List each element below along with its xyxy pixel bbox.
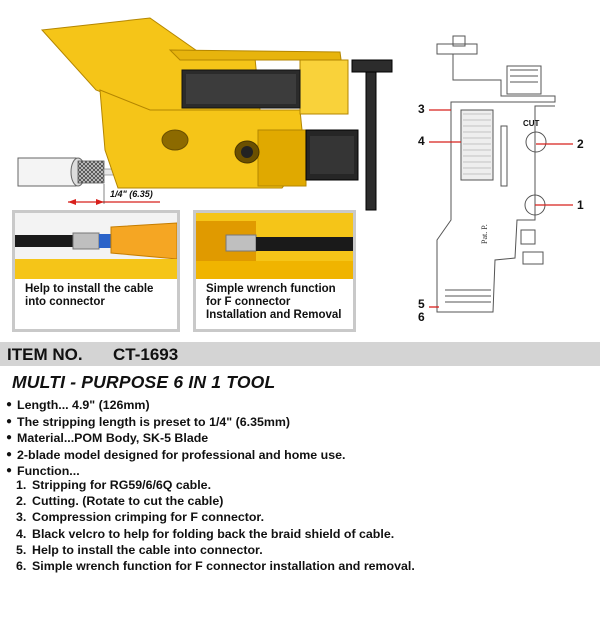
callout-1: 1: [577, 198, 584, 212]
dimension-label: 1/4" (6.35): [110, 189, 153, 199]
spec-item: ● Length... 4.9" (126mm): [6, 398, 150, 412]
spec-list: [6, 397, 426, 480]
function-item: 3. Compression crimping for F connector.: [16, 510, 265, 525]
spec-item: ● The stripping length is preset to 1/4" (6.35mm): [6, 414, 291, 429]
caption-line: for F connector: [206, 296, 291, 308]
callout-2: 2: [577, 137, 584, 151]
function-item: 6. Simple wrench function for F connector installation and removal.: [16, 559, 415, 574]
callout-6: 6: [418, 310, 425, 324]
function-item: 5. Help to install the cable into connector.: [16, 542, 263, 557]
caption-line: Installation and Removal: [206, 309, 342, 321]
item-number-bar: [0, 342, 600, 366]
bullet-icon: ●: [6, 399, 13, 410]
caption-line: Simple wrench function: [206, 283, 336, 295]
install-cable-photo-box: [12, 210, 180, 332]
callout-3: 3: [418, 102, 425, 116]
cable-connector-photo: [15, 213, 177, 279]
spec-item: ● Function...: [6, 464, 80, 479]
spec-item: ● 2-blade model designed for professional and home use.: [6, 447, 346, 462]
function-item: 4. Black velcro to help for folding back the braid shield of cable.: [16, 526, 395, 541]
bullet-icon: ●: [6, 448, 13, 460]
technical-diagram: [405, 30, 600, 330]
caption-line: Help to install the cable: [25, 283, 154, 295]
diagram-cut-label: CUT: [523, 119, 540, 128]
function-item: 2. Cutting. (Rotate to cut the cable): [16, 494, 224, 509]
wrench-function-photo: [196, 213, 353, 279]
product-illustration: [0, 0, 410, 212]
bullet-icon: ●: [6, 465, 13, 477]
product-title: MULTI - PURPOSE 6 IN 1 TOOL: [12, 372, 276, 392]
diagram-pat-label: Pat. P.: [480, 224, 489, 244]
function-list: [16, 477, 426, 574]
item-label: ITEM NO.: [7, 345, 83, 364]
bullet-icon: ●: [6, 432, 13, 444]
function-item: 1. Stripping for RG59/6/6Q cable.: [16, 478, 212, 492]
wrench-function-photo-box: [193, 210, 356, 332]
spec-item: ● Material...POM Body, SK-5 Blade: [6, 431, 209, 446]
bullet-icon: ●: [6, 415, 13, 427]
item-number: CT-1693: [113, 345, 179, 364]
callout-5: 5: [418, 297, 425, 311]
caption-line: into connector: [25, 296, 105, 308]
callout-4: 4: [418, 134, 425, 148]
